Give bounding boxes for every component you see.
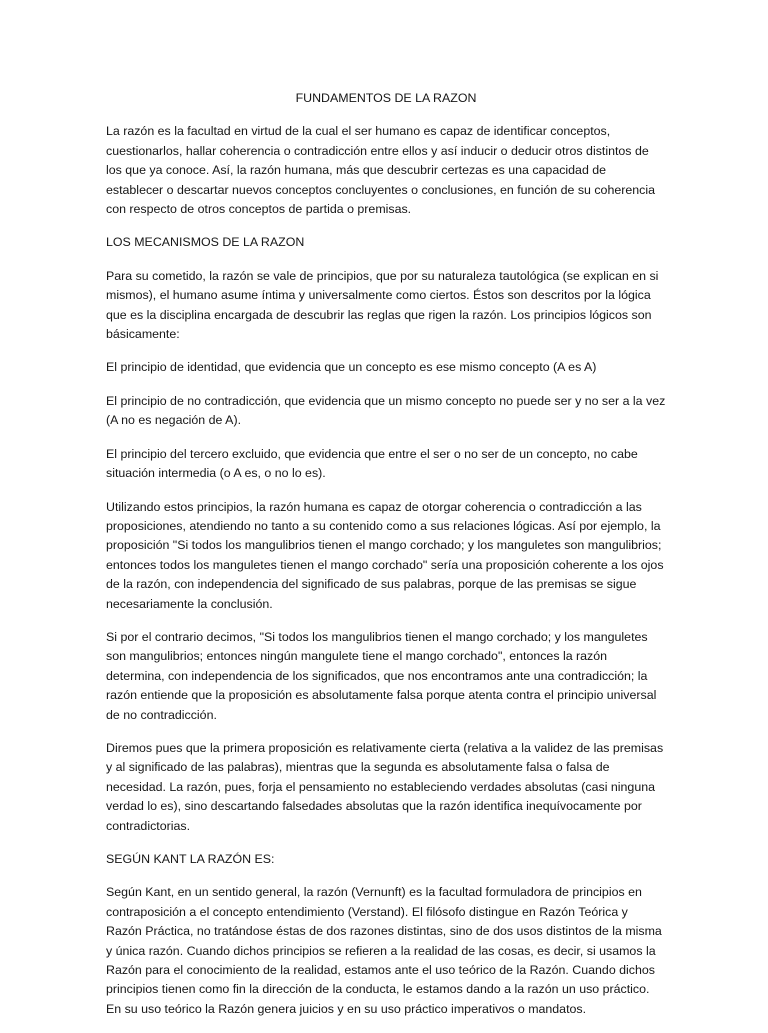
document-title: FUNDAMENTOS DE LA RAZON [295,91,477,105]
intro-paragraph: La razón es la facultad en virtud de la cual el ser humano es capaz de identificar conceptos, cuestionarlos, hallar coherencia o contradicción entre ellos y así inducir o deducir otros distintos de los que ya conoce. Así, la razón humana, más que descubrir certezas es una capacidad de establecer o descartar nuevos conceptos concluyentes o conclusiones, en función de su coherencia con respecto de otros conceptos de partida o premisas. [106,124,655,217]
paragraph-contradiccion: Si por el contrario decimos, "Si todos los mangulibrios tienen el mango corchado; y los manguletes son mangulibrios; entonces ningún mangulete tiene el mango corchado", entonces la razón determina, con independencia de los significados, que nos encontramos ante una contradicción; la razón entiende que la proposición es absolutamente falsa porque atenta contra el principio universal de no contradicción. [106,629,657,722]
paragraph-principio-no-contradiccion: El principio de no contradicción, que evidencia que un mismo concepto no puede ser y no ser a la vez (A no es negación de A). [106,393,666,428]
paragraph-principios: Para su cometido, la razón se vale de principios, que por su naturaleza tautológica (se explican en si mismos), el humano asume íntima y universalmente como ciertos. Éstos son descritos por la lógica que es la disciplina encargada de descubrir las reglas que rigen la razón. Los principios lógicos son básicamente: [106,268,659,342]
paragraph-conclusion: Diremos pues que la primera proposición es relativamente cierta (relativa a la validez de las premisas y al significado de las palabras), mientras que la segunda es absolutamente falsa o falsa de necesidad. La razón, pues, forja el pensamiento no estableciendo verdades absolutas (casi ninguna verdad lo es), sino descartando falsedades absolutas que la razón identifica inequívocamente por contradictorias. [106,740,664,833]
paragraph-coherencia: Utilizando estos principios, la razón humana es capaz de otorgar coherencia o contradicción a las proposiciones, atendiendo no tanto a su contenido como a sus relaciones lógicas. Así por ejemplo, la proposición "Si todos los mangulibrios tienen el mango corchado; y los manguletes son mangulibrios; entonces todos los manguletes tienen el mango corchado" sería una proposición coherente a los ojos de la razón, con independencia del significado de sus palabras, porque de las premisas se sigue necesariamente la conclusión. [106,499,664,611]
document-page [106,89,666,1033]
paragraph-principio-identidad: El principio de identidad, que evidencia que un concepto es ese mismo concepto (A es A) [106,360,597,375]
paragraph-kant: Según Kant, en un sentido general, la razón (Vernunft) es la facultad formuladora de principios en contraposición a el concepto entendimiento (Verstand). El filósofo distingue en Razón Teórica y Razón Práctica, no tratándose éstas de dos razones distintas, sino de dos usos distintos de la misma y única razón. Cuando dichos principios se refieren a la realidad de las cosas, es decir, si usamos la Razón para el conocimiento de la realidad, estamos ante el uso teórico de la Razón. Cuando dichos principios tienen como fin la dirección de la conducta, le estamos dando a la razón un uso práctico. En su uso teórico la Razón genera juicios y en su uso práctico imperativos o mandatos. [106,885,662,1016]
section-heading-mecanismos: LOS MECANISMOS DE LA RAZON [106,235,305,250]
paragraph-principio-tercero-excluido: El principio del tercero excluido, que evidencia que entre el ser o no ser de un concepto, no cabe situación intermedia (o A es, o no lo es). [106,446,638,481]
section-heading-kant: SEGÚN KANT LA RAZÓN ES: [106,852,275,866]
